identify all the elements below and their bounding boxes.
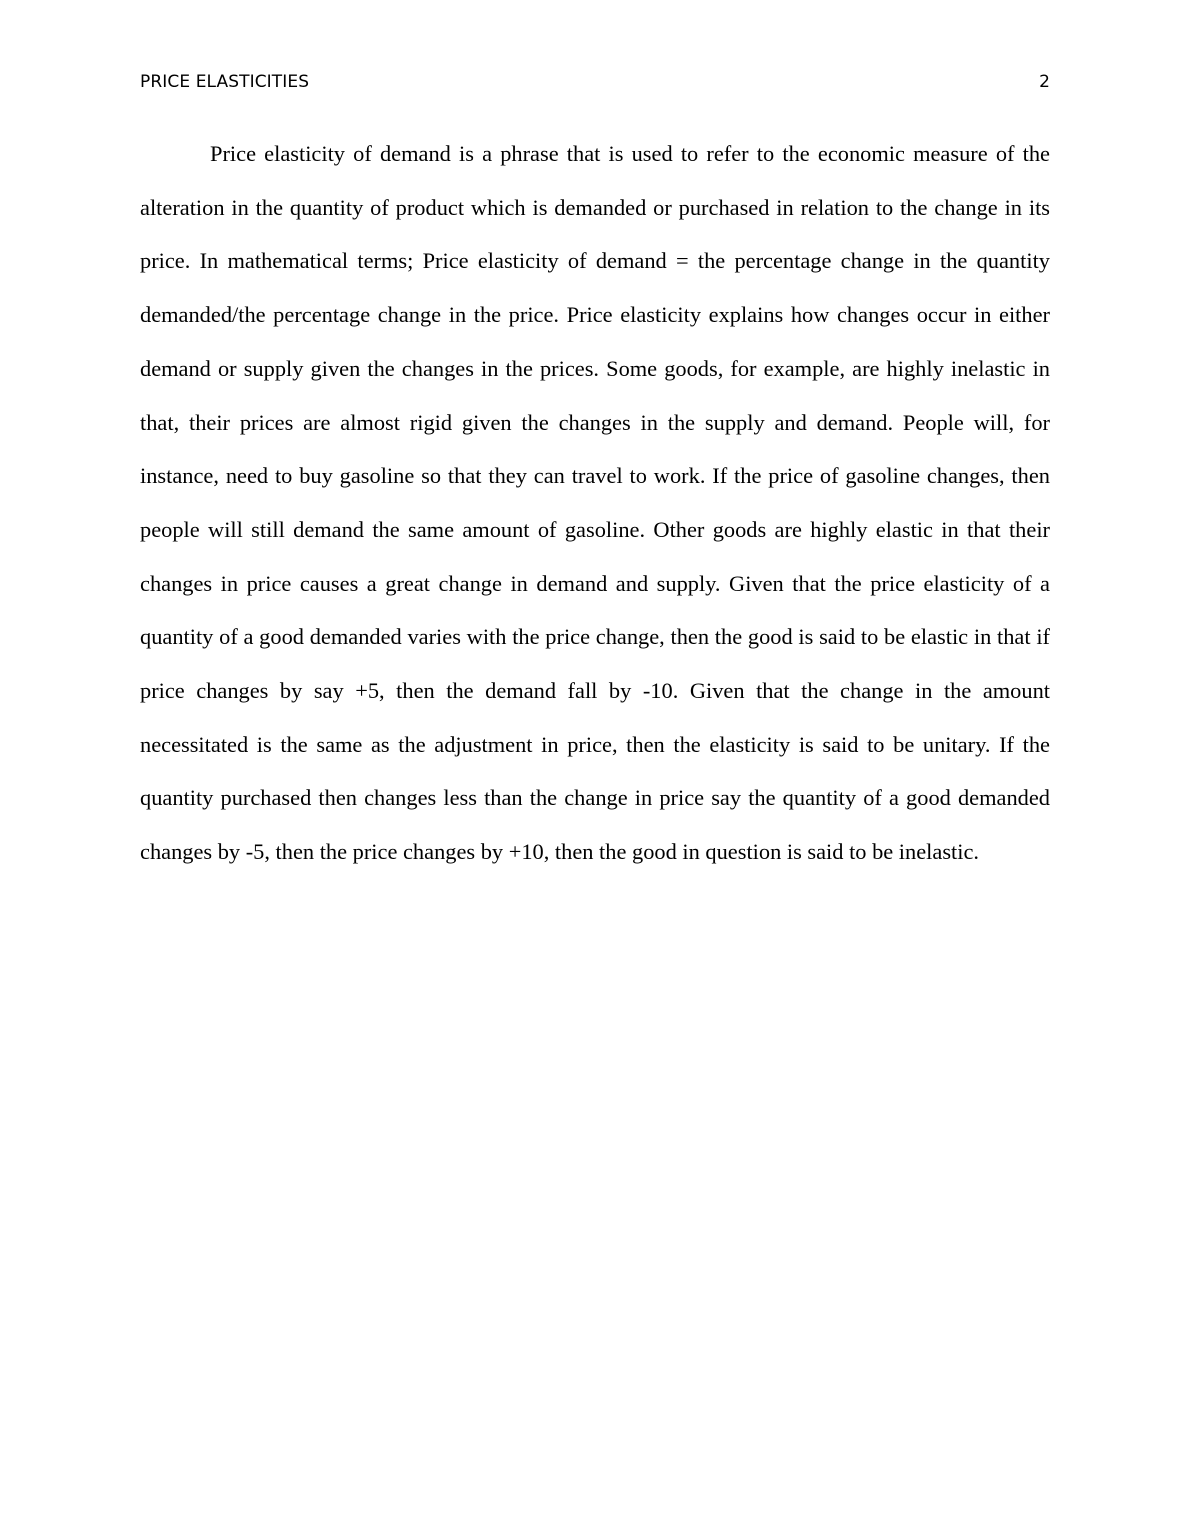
running-head: PRICE ELASTICITIES — [140, 72, 310, 92]
body-paragraph: Price elasticity of demand is a phrase that is used to refer to the economic measure of the alteration in the quantity of product which is demanded or purchased in relation to the change in its price. In mathematical terms; Price elasticity of demand = the percentage change in the quantity demanded/the percentage change in the price. Price elasticity explains how changes occur in either demand or supply given the changes in the prices. Some goods, for example, are highly inelastic in that, their prices are almost rigid given the changes in the supply and demand. People will, for instance, need to buy gasoline so that they can travel to work. If the price of gasoline changes, then people will still demand the same amount of gasoline. Other goods are highly elastic in that their changes in price causes a great change in demand and supply. Given that the price elasticity of a quantity of a good demanded varies with the price change, then the good is said to be elastic in that if price changes by say +5, then the demand fall by -10. Given that the change in the amount necessitated is the same as the adjustment in price, then the elasticity is said to be unitary. If the quantity purchased then changes less than the change in price say the quantity of a good demanded changes by -5, then the price changes by +10, then the good in question is said to be inelastic. — [140, 141, 1050, 865]
page-number: 2 — [1039, 72, 1050, 92]
